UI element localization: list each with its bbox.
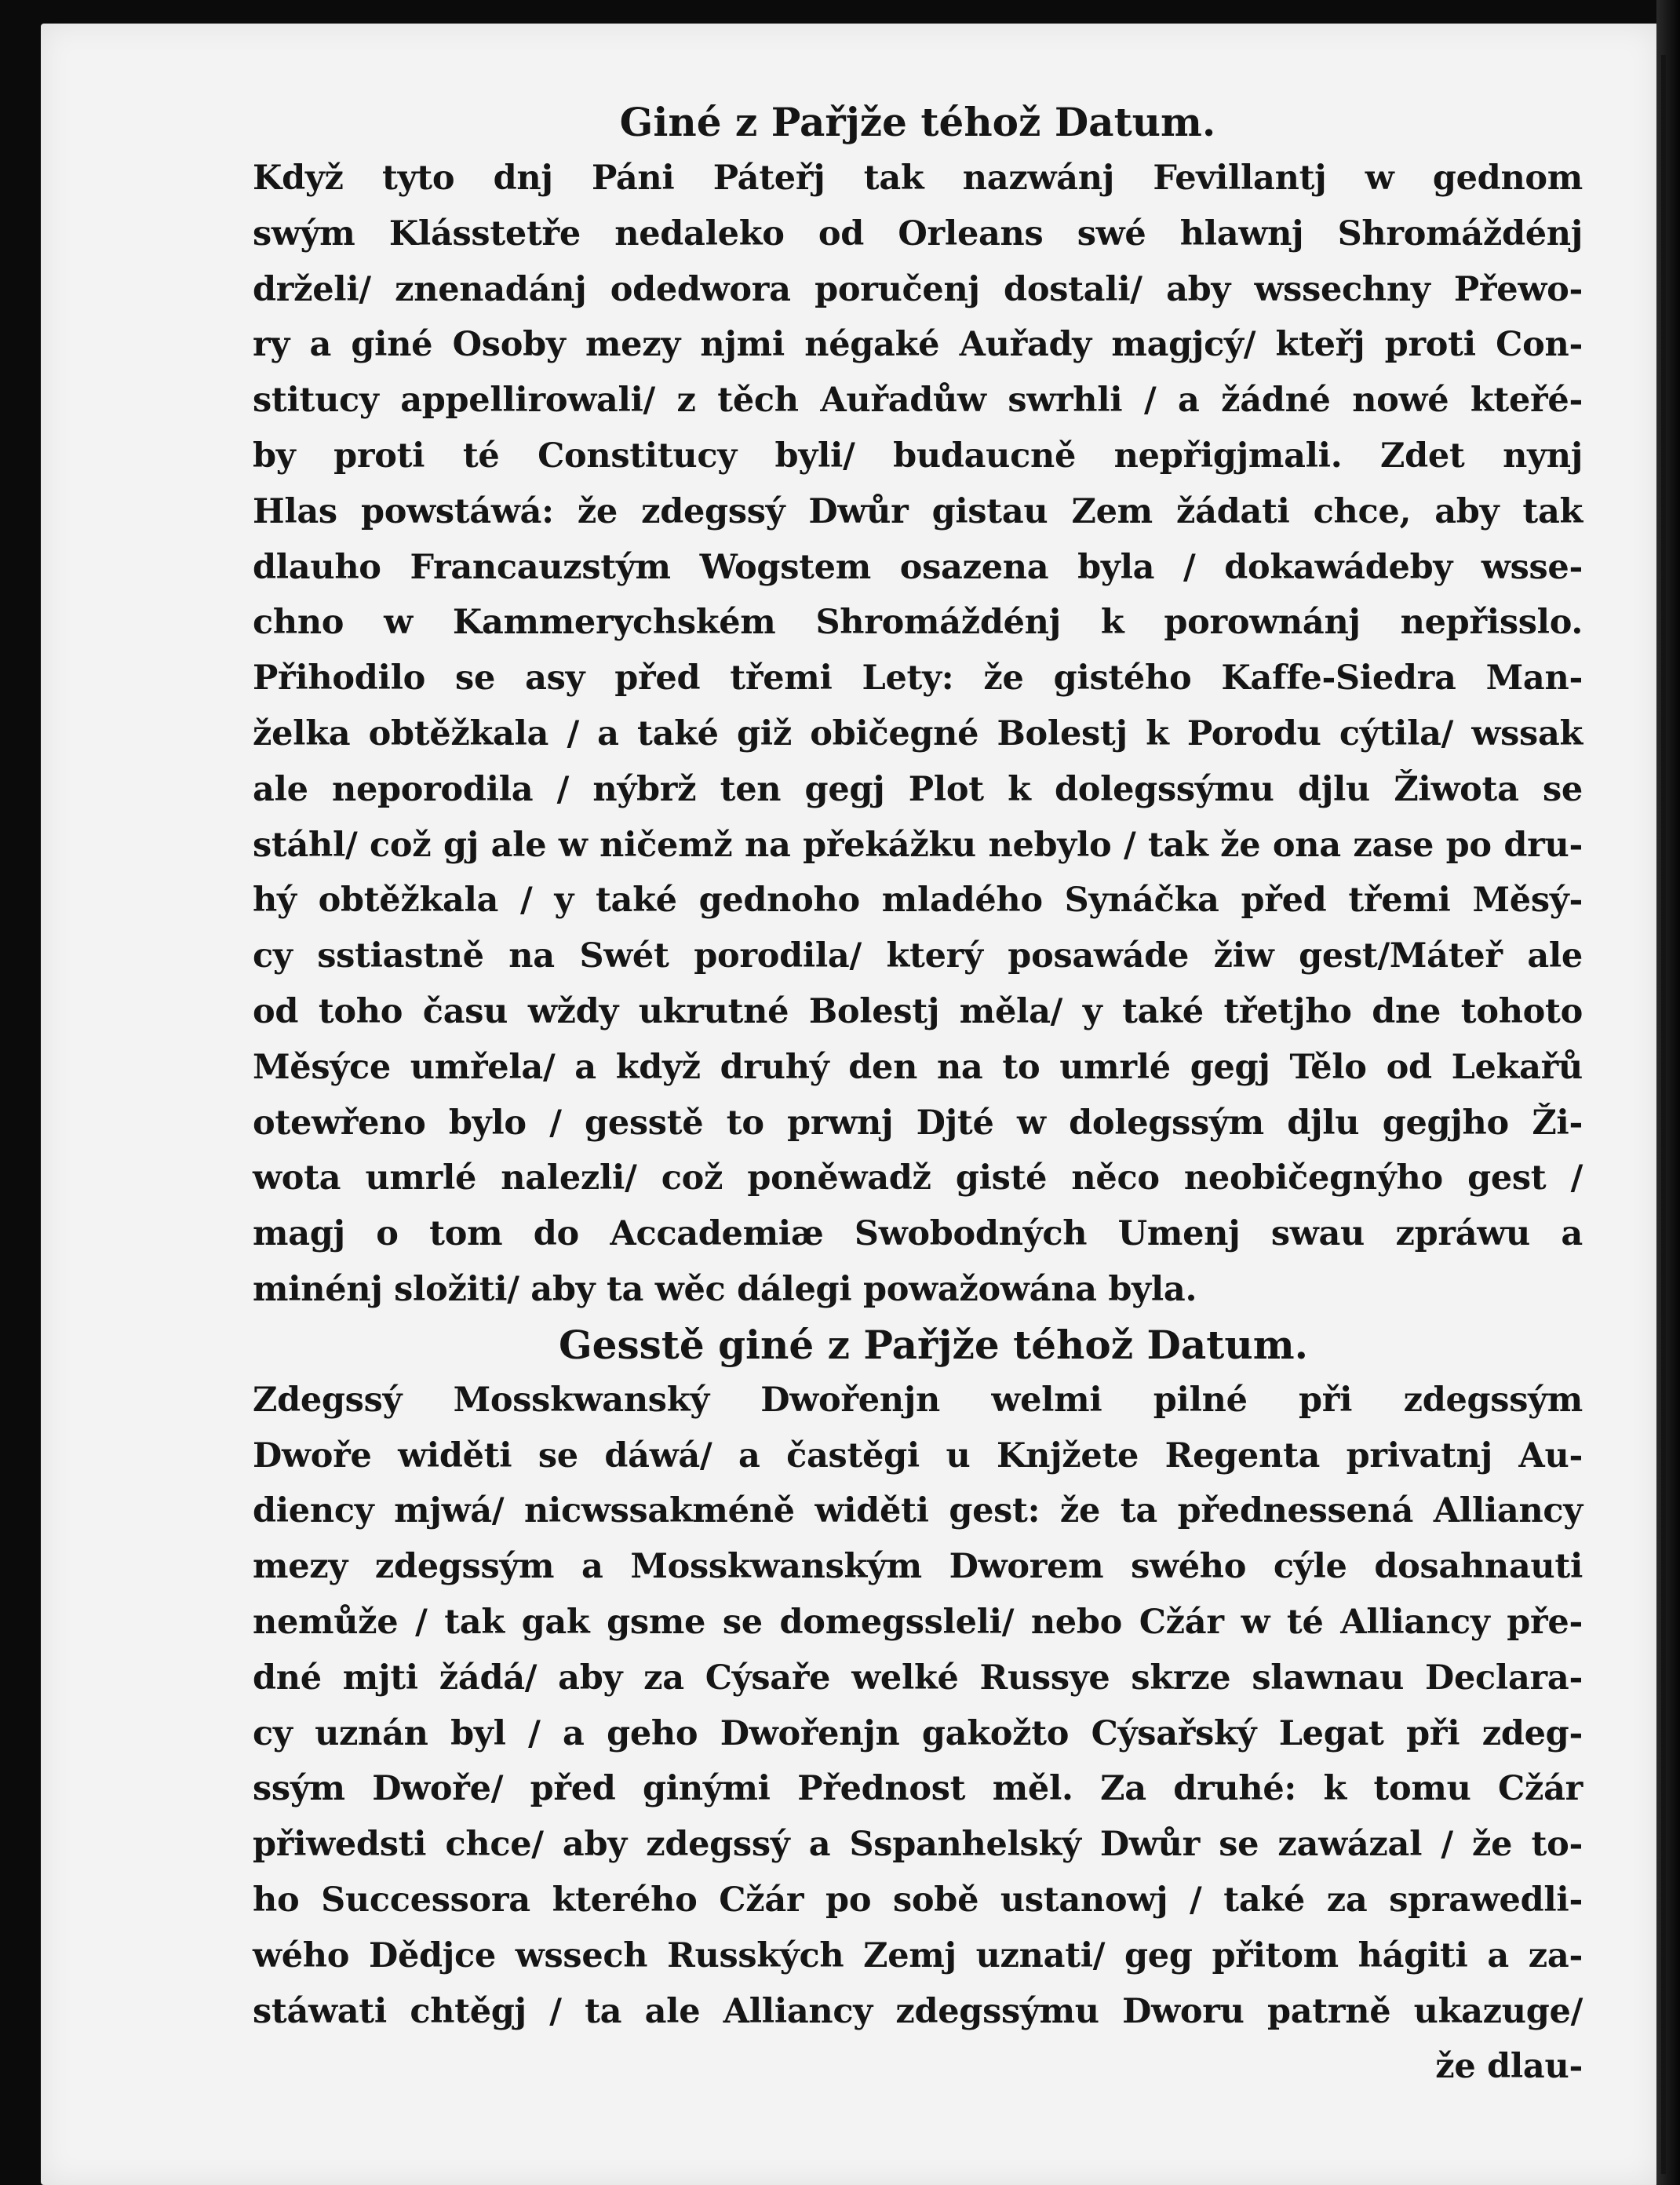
text-line: Přihodilo se asy před třemi Lety: že gistého Kaffe-Siedra Man- xyxy=(253,658,1583,699)
text-line: stáhl/ což gj ale w ničemž na překážku nebylo / tak že ona zase po dru- xyxy=(253,825,1583,865)
catchword: že dlau- xyxy=(1435,2047,1583,2087)
text-line: otewřeno bylo / gesstě to prwnj Djté w dolegssým djlu gegjho Ži- xyxy=(253,1103,1583,1143)
text-line: chno w Kammerychském Shromáždénj k porownánj nepřisslo. xyxy=(253,603,1583,643)
text-line: ssým Dwoře/ před ginými Přednost měl. Za druhé: k tomu Cžár xyxy=(253,1769,1583,1809)
text-line: hý obtěžkala / y také gednoho mladého Synáčka před třemi Měsý- xyxy=(253,881,1583,921)
text-line: přiwedsti chce/ aby zdegssý a Sspanhelský Dwůr se zawázal / že to- xyxy=(253,1825,1583,1865)
section-heading-1: Giné z Pařjže téhož Datum. xyxy=(619,99,1216,145)
text-line: Zdegssý Mosskwanský Dwořenjn welmi pilné při zdegssým xyxy=(253,1380,1583,1420)
text-line: Měsýce umřela/ a když druhý den na to umrlé gegj Tělo od Lekařů xyxy=(253,1047,1583,1087)
text-line: ale neporodila / nýbrž ten gegj Plot k dolegssýmu djlu Žiwota se xyxy=(253,769,1583,809)
text-line: ho Successora kterého Cžár po sobě ustanowj / také za sprawedli- xyxy=(253,1880,1583,1920)
text-line: wota umrlé nalezli/ což poněwadž gisté něco neobičegnýho gest / xyxy=(253,1158,1583,1198)
text-line: mezy zdegssým a Mosskwanským Dworem swého cýle dosahnauti xyxy=(253,1547,1583,1587)
text-line: ry a giné Osoby mezy njmi négaké Auřady magjcý/ kteřj proti Con- xyxy=(253,325,1583,365)
section-heading-2: Gesstě giné z Pařjže téhož Datum. xyxy=(558,1321,1309,1368)
text-line: magj o tom do Accademiæ Swobodných Umenj swau zpráwu a xyxy=(253,1214,1583,1254)
text-line: Dwoře widěti se dáwá/ a častěgi u Knjžete Regenta privatnj Au- xyxy=(253,1435,1583,1476)
text-line: želka obtěžkala / a také giž običegné Bolestj k Porodu cýtila/ wssak xyxy=(253,713,1583,753)
text-line: Hlas powstáwá: že zdegssý Dwůr gistau Zem žádati chce, aby tak xyxy=(253,491,1583,531)
text-line: by proti té Constitucy byli/ budaucně nepřigjmali. Zdet nynj xyxy=(253,436,1583,476)
text-line: dné mjti žádá/ aby za Cýsaře welké Russye skrze slawnau Declara- xyxy=(253,1658,1583,1698)
text-line: od toho času wždy ukrutné Bolestj měla/ y také třetjho dne tohoto xyxy=(253,991,1583,1031)
text-line: diency mjwá/ nicwssakméně widěti gest: že ta přednessená Alliancy xyxy=(253,1491,1583,1531)
text-line: stitucy appellirowali/ z těch Auřadůw swrhli / a žádné nowé kteřé- xyxy=(253,381,1583,421)
text-line: drželi/ znenadánj odedwora poručenj dostali/ aby wssechny Přewo- xyxy=(253,269,1583,309)
text-line: swým Klásstetře nedaleko od Orleans swé hlawnj Shromáždénj xyxy=(253,213,1583,254)
text-line: nemůže / tak gak gsme se domegssleli/ nebo Cžár w té Alliancy pře- xyxy=(253,1602,1583,1642)
text-line: Když tyto dnj Páni Páteřj tak nazwánj Fevillantj w gednom xyxy=(253,159,1583,198)
text-line: stáwati chtěgj / ta ale Alliancy zdegssýmu Dworu patrně ukazuge/ xyxy=(253,1991,1583,2031)
text-line: minénj složiti/ aby ta wěc dálegi powažowána byla. xyxy=(253,1269,1197,1309)
book-edge xyxy=(1656,0,1680,2185)
text-block xyxy=(253,94,1583,2095)
section-body-2 xyxy=(253,1373,1583,2095)
section-body-1 xyxy=(253,151,1583,1318)
text-line: cy uznán byl / a geho Dwořenjn gakožto Cýsařský Legat při zdeg- xyxy=(253,1713,1583,1753)
text-line: dlauho Francauzstým Wogstem osazena byla / dokawádeby wsse- xyxy=(253,547,1583,587)
text-line: cy sstiastně na Swét porodila/ který posawáde žiw gest/Máteř ale xyxy=(253,936,1583,976)
text-line: wého Dědjce wssech Rusských Zemj uznati/ geg přitom hágiti a za- xyxy=(253,1935,1583,1975)
book-spine-shadow xyxy=(1661,55,1666,2174)
